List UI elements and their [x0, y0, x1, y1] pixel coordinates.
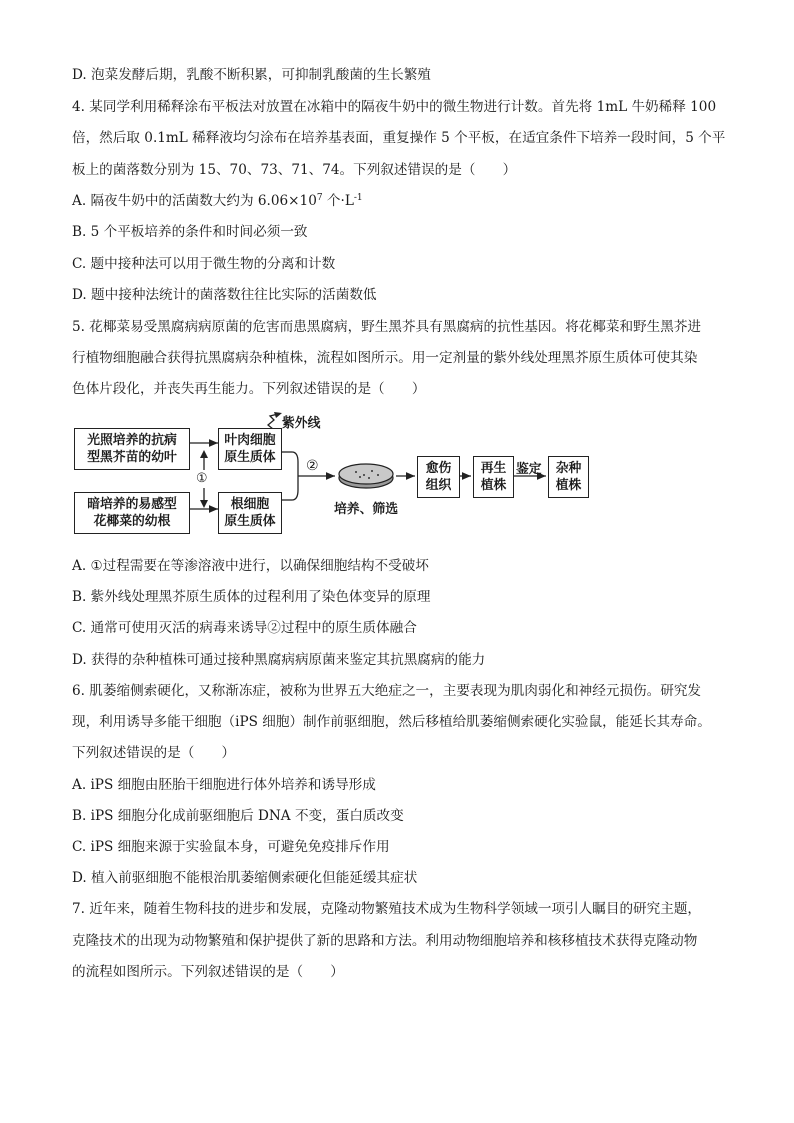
q5-option-a: A. ①过程需要在等渗溶液中进行，以确保细胞结构不受破坏	[72, 558, 429, 574]
q7-stem-line-3: 的流程如图所示。下列叙述错误的是（ ）	[72, 964, 344, 980]
q4-stem-line-3: 板上的菌落数分别为 15、70、73、71、74。下列叙述错误的是（ ）	[72, 162, 517, 178]
q4-option-b: B. 5 个平板培养的条件和时间必须一致	[72, 224, 308, 240]
q5-stem-line-2: 行植物细胞融合获得抗黑腐病杂种植株，流程如图所示。用一定剂量的紫外线处理黑芥原生质体可使其染	[72, 350, 698, 366]
diagram-box-hybrid-plant: 杂种 植株	[548, 456, 589, 498]
diagram-box-cauliflower-root: 暗培养的易感型 花椰菜的幼根	[74, 492, 190, 534]
q7-stem-line-1: 7. 近年来，随着生物科技的进步和发展，克隆动物繁殖技术成为生物科学领域一项引人瞩目的研究主题，	[72, 901, 702, 917]
q4-option-d: D. 题中接种法统计的菌落数往往比实际的活菌数低	[72, 287, 377, 303]
q6-option-a: A. iPS 细胞由胚胎干细胞进行体外培养和诱导形成	[72, 777, 376, 793]
diagram-box-black-mustard-leaf: 光照培养的抗病 型黑芥苗的幼叶	[74, 428, 190, 470]
q6-option-d: D. 植入前驱细胞不能根治肌萎缩侧索硬化但能延缓其症状	[72, 870, 418, 886]
diagram-box-root-protoplast: 根细胞 原生质体	[218, 492, 282, 534]
q3-option-d: D. 泡菜发酵后期，乳酸不断积累，可抑制乳酸菌的生长繁殖	[72, 67, 431, 83]
q5-option-c: C. 通常可使用灭活的病毒来诱导②过程中的原生质体融合	[72, 620, 417, 636]
q4-option-c: C. 题中接种法可以用于微生物的分离和计数	[72, 256, 336, 272]
q4-stem-line-2: 倍，然后取 0.1mL 稀释液均匀涂布在培养基表面，重复操作 5 个平板，在适宜条件下培养一段时间，5 个平	[72, 130, 726, 146]
uv-label: 紫外线	[282, 416, 321, 431]
dish-label: 培养、筛选	[334, 502, 398, 517]
identify-label: 鉴定	[516, 462, 542, 477]
q7-stem-line-2: 克隆技术的出现为动物繁殖和保护提供了新的思路和方法。利用动物细胞培养和核移植技术获得克隆动物	[72, 933, 698, 949]
q4-option-a: A. 隔夜牛奶中的活菌数大约为 $6.06\times 10^7$ 个$\cdot L^{-1}$	[72, 193, 363, 209]
q6-option-c: C. iPS 细胞来源于实验鼠本身，可避免免疫排斥作用	[72, 839, 390, 855]
diagram-box-regenerated-plant: 再生 植株	[473, 456, 514, 498]
q5-stem-line-3: 色体片段化，并丧失再生能力。下列叙述错误的是（ ）	[72, 381, 426, 397]
q5-option-b: B. 紫外线处理黑芥原生质体的过程利用了染色体变异的原理	[72, 589, 431, 605]
q6-stem-line-2: 现，利用诱导多能干细胞（iPS 细胞）制作前驱细胞，然后移植给肌萎缩侧索硬化实验鼠，能延长其寿命。	[72, 714, 711, 730]
q5-stem-line-1: 5. 花椰菜易受黑腐病病原菌的危害而患黑腐病，野生黑芥具有黑腐病的抗性基因。将花椰菜和野生黑芥进	[72, 319, 702, 335]
step-2-label: ②	[306, 458, 319, 474]
q4-stem-line-1: 4. 某同学利用稀释涂布平板法对放置在冰箱中的隔夜牛奶中的微生物进行计数。首先将 1mL 牛奶稀释 100	[72, 99, 717, 115]
q6-stem-line-1: 6. 肌萎缩侧索硬化，又称渐冻症，被称为世界五大绝症之一，主要表现为肌肉弱化和神经元损伤。研究发	[72, 683, 702, 699]
diagram-box-mesophyll-protoplast: 叶肉细胞 原生质体	[218, 428, 282, 470]
q6-stem-line-3: 下列叙述错误的是（ ）	[72, 745, 236, 761]
q5-option-d: D. 获得的杂种植株可通过接种黑腐病病原菌来鉴定其抗黑腐病的能力	[72, 652, 486, 668]
diagram-box-callus: 愈伤 组织	[417, 456, 460, 498]
fusion-flow-diagram	[70, 412, 600, 527]
q6-option-b: B. iPS 细胞分化成前驱细胞后 DNA 不变，蛋白质改变	[72, 808, 404, 824]
step-1-label: ①	[196, 471, 208, 486]
